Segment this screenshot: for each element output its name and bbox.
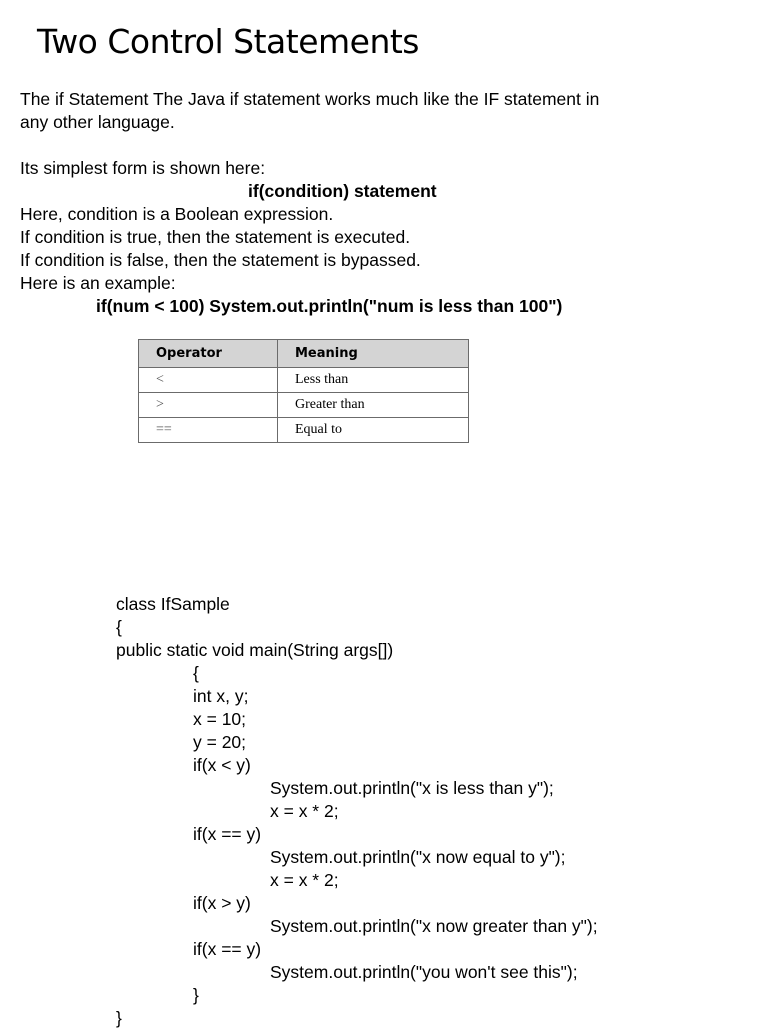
operator-cell: == [139,418,278,443]
meaning-cell: Equal to [278,418,469,443]
intro-line: The if Statement The Java if statement works much like the IF statement in [20,89,600,109]
body-text [20,88,720,318]
slide-title: Two Control Statements [37,22,419,61]
code-line: if(x > y) [193,893,251,913]
code-line: if(x == y) [193,824,262,844]
code-line: y = 20; [193,732,247,752]
explanation-line: If condition is true, then the statement is executed. [20,227,411,247]
operator-cell: < [139,368,278,393]
column-header-meaning: Meaning [278,340,469,368]
code-line: System.out.println("you won't see this"); [270,962,578,982]
explanation-line: If condition is false, then the statement is bypassed. [20,250,421,270]
table-row [139,418,469,443]
code-line: public static void main(String args[]) [116,640,394,660]
code-line: if(x < y) [193,755,251,775]
code-line: int x, y; [193,686,249,706]
code-line: System.out.println("x now equal to y"); [270,847,566,867]
meaning-cell: Greater than [278,393,469,418]
code-line: System.out.println("x is less than y"); [270,778,554,798]
code-line: System.out.println("x now greater than y"); [270,916,598,936]
code-line: x = x * 2; [270,801,339,821]
explanation-line: Here, condition is a Boolean expression. [20,204,334,224]
operator-cell: > [139,393,278,418]
code-line: } [193,985,199,1005]
code-line: { [193,663,199,683]
simplest-form-text: Its simplest form is shown here: [20,158,266,178]
code-line: if(x == y) [193,939,262,959]
table-row [139,368,469,393]
paragraph-gap [20,134,720,157]
code-line: } [116,1008,122,1028]
column-header-operator: Operator [139,340,278,368]
code-line: x = x * 2; [270,870,339,890]
code-line: { [116,617,122,637]
intro-line: any other language. [20,112,175,132]
operator-table [138,339,469,443]
meaning-cell: Less than [278,368,469,393]
syntax-line: if(condition) statement [248,181,437,201]
code-line: class IfSample [116,594,230,614]
code-line: x = 10; [193,709,247,729]
code-sample [116,593,598,1030]
explanation-line: Here is an example: [20,273,176,293]
table-row [139,393,469,418]
example-line: if(num < 100) System.out.println("num is less than 100") [96,296,563,316]
table-header-row [139,340,469,368]
